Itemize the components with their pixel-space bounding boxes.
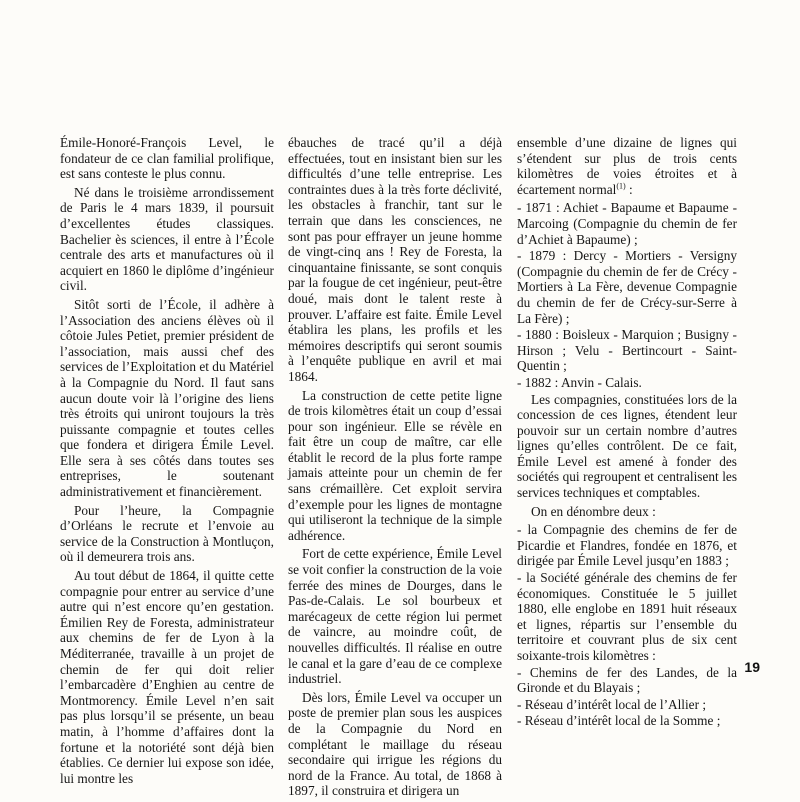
company-list (517, 522, 737, 729)
list-item: - 1871 : Achiet - Bapaume et Bapaume - Marcoing (Compagnie du chemin de fer d’Achiet à Bapaume) ; (517, 200, 737, 247)
list-item: - Chemins de fer des Landes, de la Gironde et du Blayais ; (517, 664, 737, 696)
paragraph: Né dans le troisième arrondissement de Paris le 4 mars 1839, il poursuit d’excellentes études classiques. Bachelier ès sciences, il entre à l’École centrale des arts et manufactures où il acquiert en 1860 le diplôme d’ingénieur civil. (60, 184, 274, 294)
paragraph: Dès lors, Émile Level va occuper un poste de premier plan sous les auspices de la Compagnie du Nord en complétant le maillage du réseau secondaire qui irrigue les régions du nord de la France. Au total, de 1868 à 1897, il construira et dirigera un (288, 689, 502, 799)
paragraph: Pour l’heure, la Compagnie d’Orléans le recrute et l’envoie au service de la Construction à Montluçon, où il demeurera trois ans. (60, 502, 274, 565)
paragraph: ébauches de tracé qu’il a déjà effectuées, tout en insistant bien sur les difficultés d’une telle entreprise. Les contraintes dues à la très forte déclivité, les obstacles à franchir, tant sur le terrain que dans les consciences, ne sont pas pour effrayer un jeune homme de vingt-cinq ans ! Rey de Foresta, la cinquantaine finissante, se sont conquis par la fougue de cet ingénieur, peut-être doué, mais dont le talent reste à prouver. L’affaire est faite. Émile Level établira les plans, les profils et les mémoires descriptifs qui seront soumis à l’enquête publique en avril et mai 1864. (288, 135, 502, 384)
intro-text-end: : (625, 181, 633, 197)
line-list (517, 200, 737, 390)
paragraph: Les compagnies, constituées lors de la concession de ces lignes, étendent leur pouvoir sur un certain nombre d’autres lignes qu’elles contrôlent. De ce fait, Émile Level est amené à fonder des sociétés qui regroupent et centralisent les services techniques et comptables. (517, 391, 737, 501)
text-column-1 (60, 135, 274, 789)
footnote-marker: (1) (616, 181, 626, 191)
list-item: - la Société générale des chemins de fer économiques. Constituée le 5 juillet 1880, elle englobe en 1891 huit réseaux et lignes, répartis sur l’ensemble du territoire et couvrant plus de six cent soixante-trois kilomètres : (517, 570, 737, 663)
paragraph: Fort de cette expérience, Émile Level se voit confier la construction de la voie ferrée des mines de Dourges, dans le Pas-de-Calais. Le sol bourbeux et marécageux de cette région lui permet de vaincre, au moindre coût, de nouvelles difficultés. Il réalise en outre le canal et la gare d’eau de ce complexe industriel. (288, 546, 502, 687)
paragraph: Sitôt sorti de l’École, il adhère à l’Association des anciens élèves où il côtoie Jules Petiet, premier président de l’association, mais aussi chef des services de l’Exploitation et du Matériel à la Compagnie du Nord. Il faut sans aucun doute voir là l’origine des liens très étroits qui uniront toujours la très puissante compagnie et toutes celles que fondera et dirigera Émile Level. Elle sera à ses côtés dans toutes ses entreprises, le soutenant administrativement et financièrement. (60, 296, 274, 500)
paragraph: On en dénombre deux : (531, 503, 656, 519)
paragraph: Au tout début de 1864, il quitte cette compagnie pour entrer au service d’une autre qui n’est encore qu’en gestation. Émilien Rey de Foresta, administrateur aux chemins de fer de Lyon à la Méditerranée, travaille à un projet de chemin de fer qui doit relier l’embarcadère d’Enghien au centre de Montmorency. Émile Level n’en sait pas plus lorsqu’il se présente, un beau matin, à l’homme d’affaires dont la fortune et la notoriété sont déjà bien établies. Ce dernier lui expose son idée, lui montre les (60, 568, 274, 786)
page-number: 19 (744, 659, 760, 675)
list-item: - 1882 : Anvin - Calais. (517, 374, 642, 390)
paragraph: Émile-Honoré-François Level, le fondateur de ce clan familial prolifique, est sans conteste le plus connu. (60, 135, 274, 182)
paragraph: La construction de cette petite ligne de trois kilomètres était un coup d’essai pour son ingénieur. Elle se révèle en fait être un coup de maître, car elle établit le record de la plus forte rampe jamais atteinte pour un chemin de fer sans crémaillère. Cet exploit servira d’exemple pour les lignes de montagne qui utiliseront la technique de la simple adhérence. (288, 387, 502, 543)
text-column-2 (288, 135, 502, 802)
list-item: - Réseau d’intérêt local de l’Allier ; (517, 696, 707, 712)
intro-text: ensemble d’une dizaine de lignes qui s’étendent sur plus de trois cents kilomètres de voies étroites et à écartement normal (517, 135, 737, 197)
list-item: - 1879 : Dercy - Mortiers - Versigny (Compagnie du chemin de fer de Crécy - Mortiers à La Fère, devenue Compagnie du chemin de fer de Crécy-sur-Serre à La Fère) ; (517, 248, 737, 326)
paragraph (517, 135, 737, 197)
list-item: - Réseau d’intérêt local de la Somme ; (517, 713, 721, 729)
text-column-3 (517, 135, 737, 730)
list-item: - la Compagnie des chemins de fer de Picardie et Flandres, fondée en 1876, et dirigée par Émile Level jusqu’en 1883 ; (517, 522, 737, 569)
list-item: - 1880 : Boisleux - Marquion ; Busigny - Hirson ; Velu - Bertincourt - Saint-Quentin ; (517, 327, 737, 374)
